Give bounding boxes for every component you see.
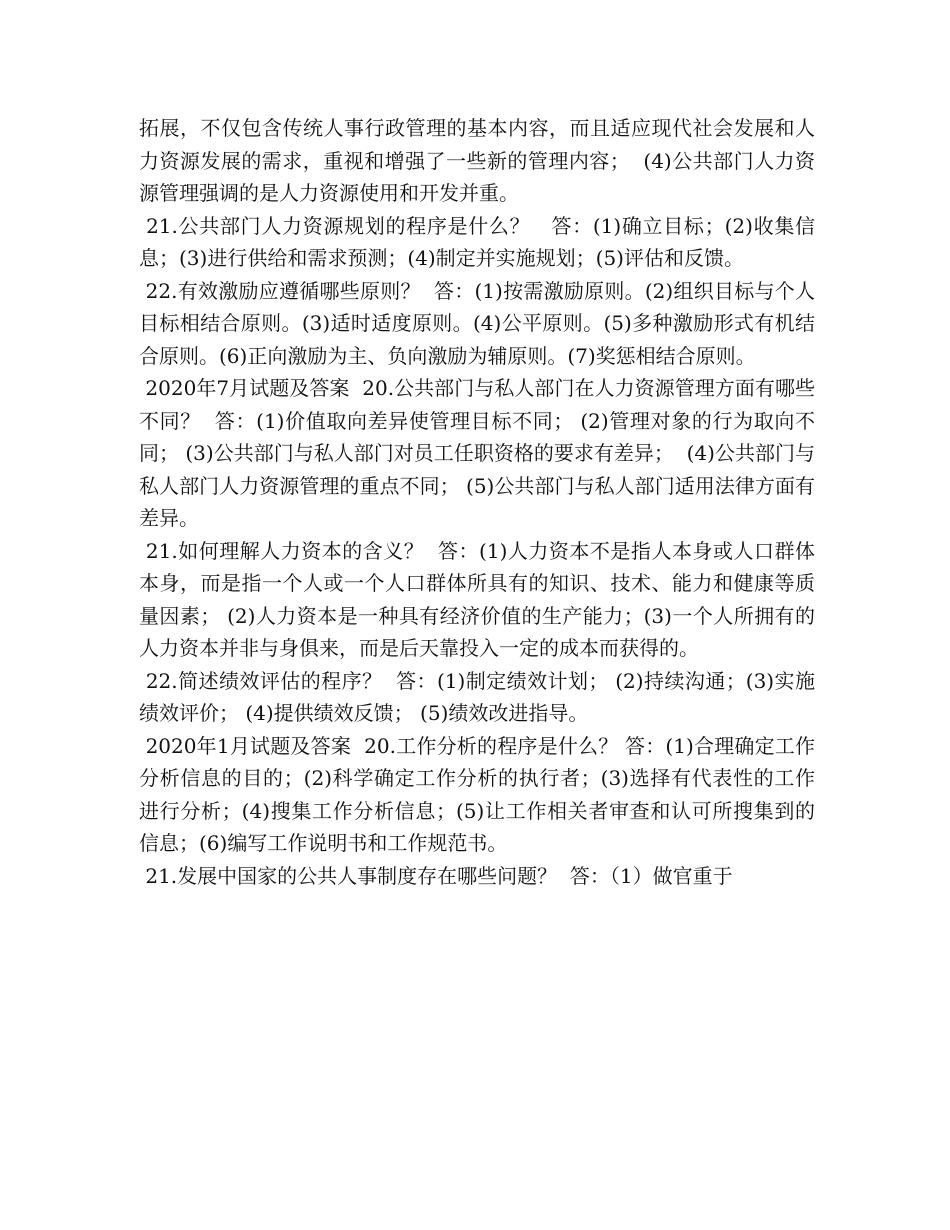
document-body	[139, 112, 815, 892]
paragraph: 21.如何理解人力资本的含义？ 答：(1)人力资本不是指人本身或人口群体本身，而是指一个人或一个人口群体所具有的知识、技术、能力和健康等质量因素； (2)人力资本是一种具有经济价值的生产能力；(3)一个人所拥有的人力资本并非与身俱来，而是后天靠投入一定的成本而获得的。	[139, 538, 815, 660]
paragraph: 22.有效激励应遵循哪些原则？ 答：(1)按需激励原则。(2)组织目标与个人目标相结合原则。(3)适时适度原则。(4)公平原则。(5)多种激励形式有机结合原则。(6)正向激励为主、负向激励为辅原则。(7)奖惩相结合原则。	[139, 278, 816, 368]
paragraph: 21.发展中国家的公共人事制度存在哪些问题？ 答：（1）做官重于	[139, 863, 733, 888]
paragraph: 2020年1月试题及答案 20.工作分析的程序是什么？ 答：(1)合理确定工作分析信息的目的；(2)科学确定工作分析的执行者；(3)选择有代表性的工作进行分析；(4)搜集工作分析信息；(5)让工作相关者审查和认可所搜集到的信息；(6)编写工作说明书和工作规范书。	[139, 733, 816, 855]
paragraph: 21.公共部门人力资源规划的程序是什么？ 答：(1)确立目标；(2)收集信息；(3)进行供给和需求预测；(4)制定并实施规划；(5)评估和反馈。	[139, 213, 816, 270]
paragraph: 拓展，不仅包含传统人事行政管理的基本内容，而且适应现代社会发展和人力资源发展的需求，重视和增强了一些新的管理内容； (4)公共部门人力资源管理强调的是人力资源使用和开发并重。	[139, 116, 815, 205]
paragraph: 22.简述绩效评估的程序？ 答：(1)制定绩效计划； (2)持续沟通；(3)实施绩效评价； (4)提供绩效反馈； (5)绩效改进指导。	[139, 668, 816, 725]
paragraph: 2020年7月试题及答案 20.公共部门与私人部门在人力资源管理方面有哪些不同？ 答：(1)价值取向差异使管理目标不同； (2)管理对象的行为取向不同； (3)公共部门与私人部门对员工任职资格的要求有差异； (4)公共部门与私人部门人力资源管理的重点不同； (5)公共部门与私人部门适用法律方面有差异。	[139, 376, 815, 530]
